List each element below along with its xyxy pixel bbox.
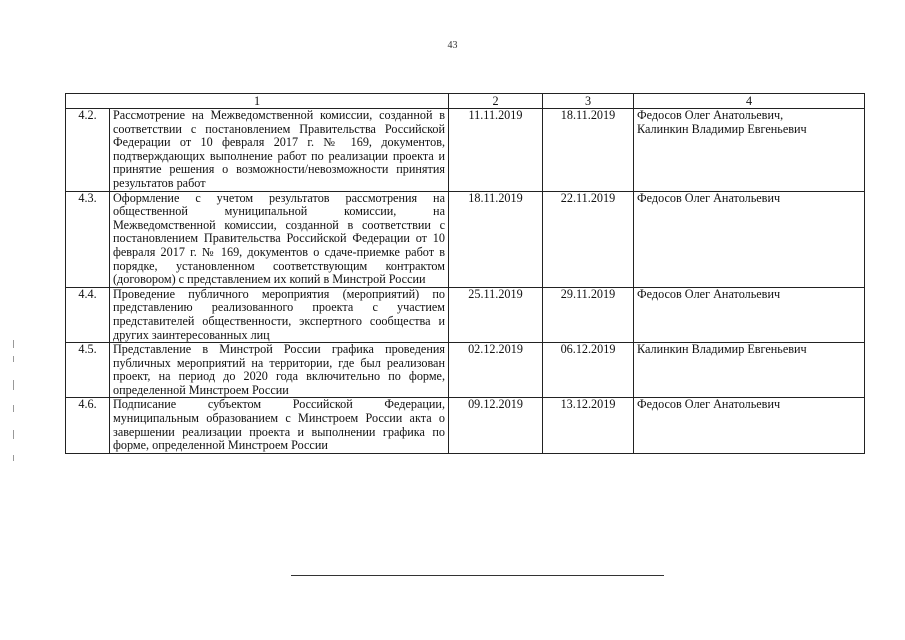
row-number: 4.4. <box>66 287 110 342</box>
row-responsible <box>634 191 865 287</box>
column-header-1: 1 <box>66 94 449 109</box>
row-description: Оформление с учетом результатов рассмотрения на общественной муниципальной комиссии, на Межведомственной комиссии, созданной в соответствии с постановлением Правительства Российской Федерации от 10 февраля 2017 г. № 169, документов о сдаче-приемке работ в порядке, установленном соответствующим контрактом (договором) с представлением их копий в Минстрой России <box>110 191 449 287</box>
scan-artifact <box>13 430 14 439</box>
row-end-date: 06.12.2019 <box>543 343 634 398</box>
row-end-date: 22.11.2019 <box>543 191 634 287</box>
row-number: 4.5. <box>66 343 110 398</box>
row-description: Проведение публичного мероприятия (мероприятий) по представлению реализованного проекта с участием представителей общественности, экспертного сообщества и других заинтересованных лиц <box>110 287 449 342</box>
row-responsible <box>634 343 865 398</box>
row-responsible <box>634 109 865 192</box>
end-of-document-rule <box>291 575 664 576</box>
row-start-date: 18.11.2019 <box>449 191 543 287</box>
row-description: Подписание субъектом Российской Федерации, муниципальным образованием с Минстроем России акта о завершении реализации проекта и выполнении графика по форме, определенной Минстроем России <box>110 398 449 453</box>
column-header-2: 2 <box>449 94 543 109</box>
responsible-person: Калинкин Владимир Евгеньевич <box>637 342 807 357</box>
row-start-date: 11.11.2019 <box>449 109 543 192</box>
row-start-date: 02.12.2019 <box>449 343 543 398</box>
row-number: 4.2. <box>66 109 110 192</box>
scan-artifact <box>13 356 14 362</box>
row-start-date: 09.12.2019 <box>449 398 543 453</box>
row-end-date: 18.11.2019 <box>543 109 634 192</box>
row-start-date: 25.11.2019 <box>449 287 543 342</box>
responsible-person: Федосов Олег Анатольевич <box>637 286 781 301</box>
table-row <box>66 343 865 398</box>
page-number: 43 <box>447 40 458 51</box>
table-row <box>66 398 865 453</box>
responsible-person: Федосов Олег Анатольевич <box>637 397 781 412</box>
row-responsible <box>634 398 865 453</box>
row-description: Представление в Минстрой России графика проведения публичных мероприятий на территории, где был реализован проект, на период до 2020 года включительно по форме, определенной Минстроем России <box>110 343 449 398</box>
row-end-date: 13.12.2019 <box>543 398 634 453</box>
row-responsible <box>634 287 865 342</box>
schedule-table <box>65 93 865 454</box>
row-number: 4.3. <box>66 191 110 287</box>
table-header-row <box>66 94 865 109</box>
column-header-4: 4 <box>634 94 865 109</box>
scan-artifact <box>13 380 14 390</box>
table-row <box>66 109 865 192</box>
responsible-person: Федосов Олег Анатольевич <box>637 190 781 205</box>
row-number: 4.6. <box>66 398 110 453</box>
scan-artifact <box>13 455 14 461</box>
scan-artifact <box>13 340 14 348</box>
row-end-date: 29.11.2019 <box>543 287 634 342</box>
scan-artifact <box>13 405 14 412</box>
row-description: Рассмотрение на Межведомственной комиссии, созданной в соответствии с постановлением Правительства Российской Федерации от 10 февраля 2017 г. № 169, документов, подтверждающих выполнение работ по реализации проекта и принятие решения о возможности/невозможности принятия результатов работ <box>110 109 449 192</box>
responsible-person: Калинкин Владимир Евгеньевич <box>637 121 807 136</box>
table-row <box>66 287 865 342</box>
responsible-person: Федосов Олег Анатольевич, <box>637 108 784 122</box>
column-header-3: 3 <box>543 94 634 109</box>
table-row <box>66 191 865 287</box>
